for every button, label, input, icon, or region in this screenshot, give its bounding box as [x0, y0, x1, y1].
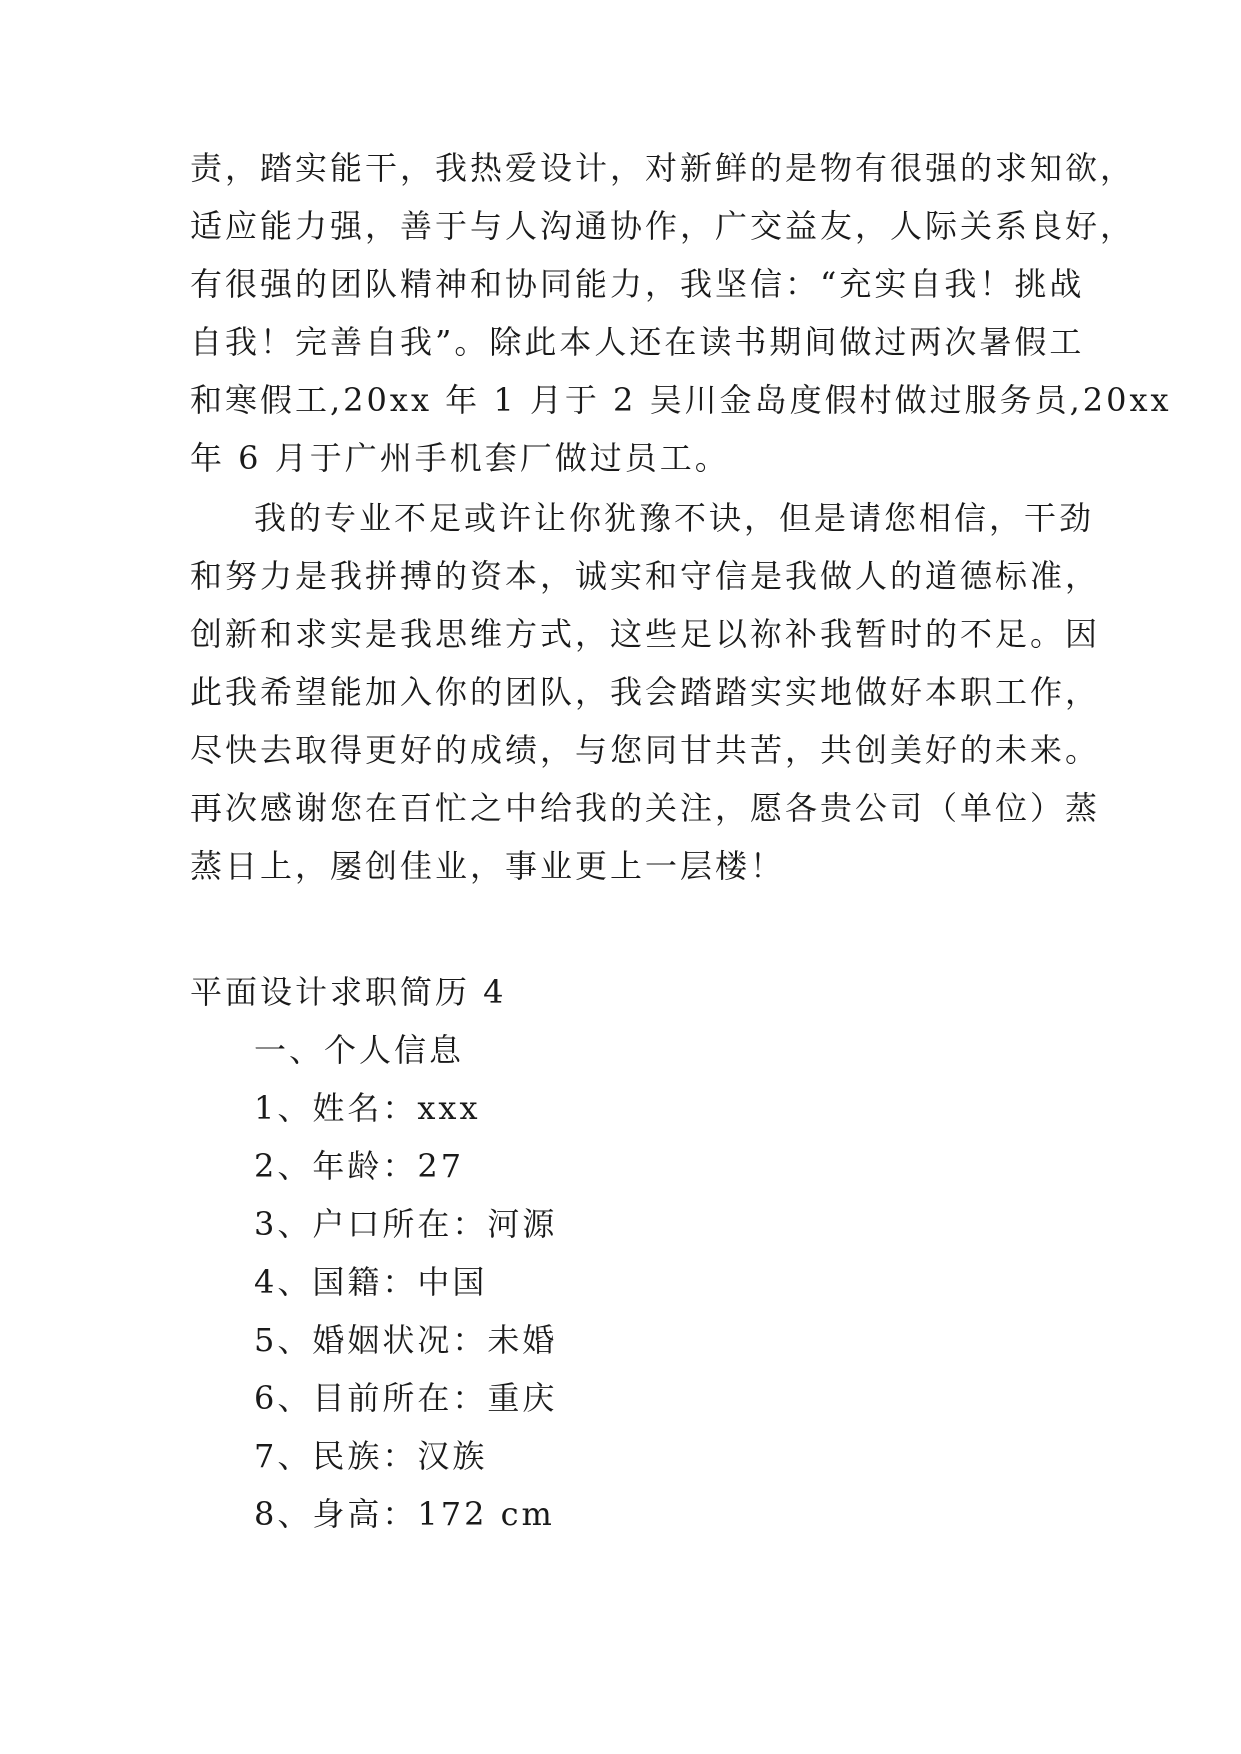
section-heading: 一、个人信息 — [254, 1031, 465, 1069]
paragraph-line: 自我！完善自我”。除此本人还在读书期间做过两次暑假工 — [190, 323, 1085, 361]
resume-title: 平面设计求职简历 4 — [190, 973, 507, 1011]
info-item-name: 1、姓名：xxx — [254, 1089, 481, 1127]
paragraph-line: 创新和求实是我思维方式，这些足以祢补我暂时的不足。因 — [190, 615, 1101, 653]
info-item-ethnicity: 7、民族：汉族 — [254, 1437, 488, 1475]
paragraph-line: 尽快去取得更好的成绩，与您同甘共苦，共创美好的未来。 — [190, 731, 1101, 769]
paragraph-line: 蒸日上，屡创佳业，事业更上一层楼！ — [190, 847, 786, 885]
info-item-hukou: 3、户口所在：河源 — [254, 1205, 558, 1243]
info-item-height: 8、身高：172 cm — [254, 1495, 555, 1533]
paragraph-line: 和寒假工,20xx 年 1 月于 2 吴川金岛度假村做过服务员,20xx — [190, 381, 1172, 419]
paragraph-line: 有很强的团队精神和协同能力，我坚信：“充实自我！挑战 — [190, 265, 1085, 303]
info-item-nationality: 4、国籍：中国 — [254, 1263, 488, 1301]
paragraph-line: 年 6 月于广州手机套厂做过员工。 — [190, 439, 730, 477]
paragraph-line: 适应能力强，善于与人沟通协作，广交益友，人际关系良好， — [190, 207, 1136, 245]
info-item-marital-status: 5、婚姻状况：未婚 — [254, 1321, 558, 1359]
info-item-age: 2、年龄：27 — [254, 1147, 465, 1185]
paragraph-line: 我的专业不足或许让你犹豫不诀，但是请您相信，干劲 — [254, 499, 1095, 537]
info-item-current-location: 6、目前所在：重庆 — [254, 1379, 558, 1417]
paragraph-line: 再次感谢您在百忙之中给我的关注，愿各贵公司（单位）蒸 — [190, 789, 1101, 827]
paragraph-line: 此我希望能加入你的团队，我会踏踏实实地做好本职工作， — [190, 673, 1101, 711]
paragraph-line: 责，踏实能干，我热爱设计，对新鲜的是物有很强的求知欲， — [190, 149, 1136, 187]
paragraph-line: 和努力是我拼搏的资本，诚实和守信是我做人的道德标准， — [190, 557, 1101, 595]
